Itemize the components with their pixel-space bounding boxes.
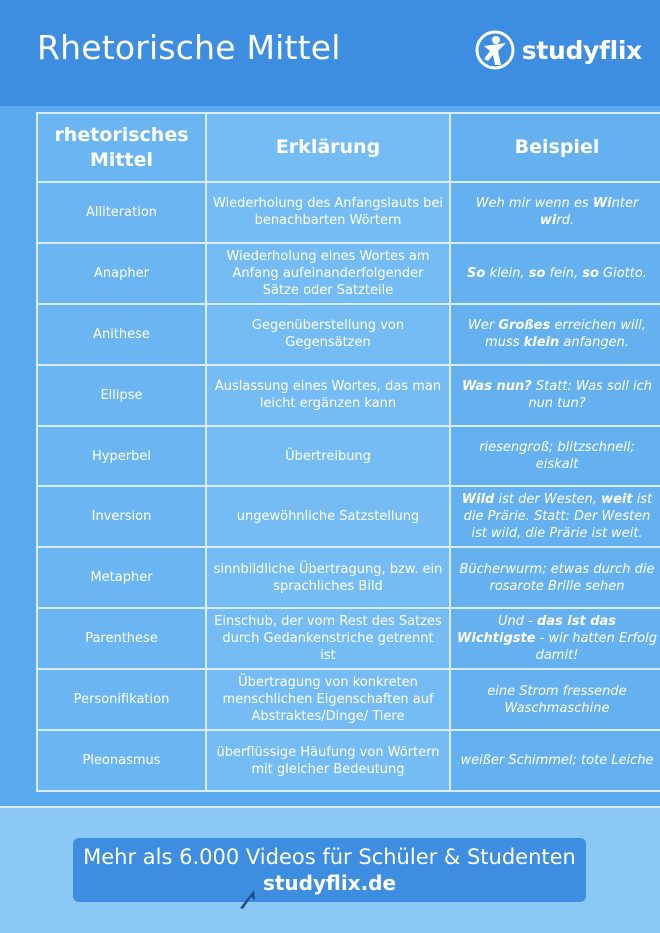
mouse-pointer-icon xyxy=(236,886,258,910)
example-text: weißer Schimmel; tote Leiche xyxy=(460,753,654,768)
cta-text: Mehr als 6.000 Videos für Schüler & Studenten xyxy=(83,845,576,869)
example-emphasis: Großes xyxy=(498,318,551,334)
example-text: Giotto. xyxy=(598,265,647,281)
explanation-cell: Wiederholung des Anfangslauts bei benachbarten Wörtern xyxy=(206,182,450,243)
example-emphasis: so xyxy=(528,265,546,281)
example-emphasis: klein xyxy=(523,335,560,351)
example-text: Statt: Was soll ich nun tun? xyxy=(528,379,653,412)
term-cell: Ellipse xyxy=(37,365,206,426)
term-cell: Alliteration xyxy=(37,182,206,243)
table-row xyxy=(37,486,660,547)
table-row xyxy=(37,669,660,730)
example-text: rd. xyxy=(556,213,575,229)
cta-link[interactable]: studyflix.de xyxy=(262,871,397,895)
example-text: nter xyxy=(611,196,639,212)
column-header-explanation: Erklärung xyxy=(206,113,450,182)
example-cell xyxy=(450,304,660,365)
example-text: riesengroß; blitzschnell; eiskalt xyxy=(479,440,635,472)
example-cell xyxy=(450,426,660,487)
column-header-term: rhetorisches Mittel xyxy=(37,113,206,182)
example-cell xyxy=(450,608,660,669)
term-cell: Parenthese xyxy=(37,608,206,669)
example-text: klein, xyxy=(485,265,529,281)
table-row xyxy=(37,730,660,791)
table-row xyxy=(37,547,660,608)
rhetoric-table xyxy=(36,112,657,792)
example-text: eine Strom fressende Waschmaschine xyxy=(487,683,627,716)
explanation-cell: Gegenüberstellung von Gegensätzen xyxy=(206,304,450,365)
table-row xyxy=(37,304,660,365)
example-emphasis: Was nun? xyxy=(461,379,532,395)
explanation-cell: ungewöhnliche Satzstellung xyxy=(206,486,450,547)
table-header-row xyxy=(37,113,660,182)
person-circle-icon xyxy=(474,29,516,71)
explanation-cell: sinnbildliche Übertragung, bzw. ein sprachliches Bild xyxy=(206,547,450,608)
example-cell xyxy=(450,669,660,730)
term-cell: Pleonasmus xyxy=(37,730,206,791)
table-row xyxy=(37,426,660,487)
table-row xyxy=(37,243,660,304)
example-text: erreichen will, muss xyxy=(485,318,647,351)
term-cell: Hyperbel xyxy=(37,426,206,487)
explanation-cell: Wiederholung eines Wortes am Anfang aufeinanderfolgender Sätze oder Satzteile xyxy=(206,243,450,304)
example-emphasis: Wi xyxy=(592,196,612,212)
example-text: fein, xyxy=(545,265,583,281)
example-cell xyxy=(450,486,660,547)
term-cell: Anapher xyxy=(37,243,206,304)
explanation-cell: Auslassung eines Wortes, das man leicht ergänzen kann xyxy=(206,365,450,426)
example-text: ist der Westen, xyxy=(494,492,602,508)
cta-banner[interactable] xyxy=(73,838,586,902)
brand-name: studyflix xyxy=(521,35,642,65)
example-emphasis: so xyxy=(582,265,599,281)
example-emphasis: So xyxy=(467,265,486,281)
table-row xyxy=(37,608,660,669)
example-cell xyxy=(450,243,660,304)
example-cell xyxy=(450,730,660,791)
column-header-example: Beispiel xyxy=(450,113,660,182)
term-cell: Anithese xyxy=(37,304,206,365)
example-emphasis: wi xyxy=(539,213,557,229)
example-emphasis: Wild xyxy=(461,492,495,508)
example-text: anfangen. xyxy=(559,335,629,351)
example-text: Und - xyxy=(497,614,537,630)
example-emphasis: weit xyxy=(601,492,633,508)
explanation-cell: Übertreibung xyxy=(206,426,450,487)
term-cell: Metapher xyxy=(37,547,206,608)
explanation-cell: Einschub, der vom Rest des Satzes durch Gedankenstriche getrennt ist xyxy=(206,608,450,669)
term-cell: Personifikation xyxy=(37,669,206,730)
example-cell xyxy=(450,182,660,243)
example-text: - wir hatten Erfolg damit! xyxy=(535,631,657,664)
example-text: Wer xyxy=(467,318,499,334)
explanation-cell: Übertragung von konkreten menschlichen Eigenschaften auf Abstraktes/Dinge/ Tiere xyxy=(206,669,450,730)
brand-logo[interactable] xyxy=(474,28,642,72)
term-cell: Inversion xyxy=(37,486,206,547)
table-row xyxy=(37,182,660,243)
example-text: Bücherwurm; etwas durch die rosarote Brille sehen xyxy=(459,561,655,594)
page-title: Rhetorische Mittel xyxy=(37,28,341,67)
example-emphasis: das ist das Wichtigste xyxy=(457,614,617,647)
header-bar xyxy=(0,0,660,106)
example-cell xyxy=(450,547,660,608)
table-row xyxy=(37,365,660,426)
example-cell xyxy=(450,365,660,426)
explanation-cell: überflüssige Häufung von Wörtern mit gleicher Bedeutung xyxy=(206,730,450,791)
example-text: ist die Prärie. Statt: Der Westen ist wild, die Prärie ist weit. xyxy=(463,492,653,542)
example-text: Weh mir wenn es xyxy=(475,196,593,212)
